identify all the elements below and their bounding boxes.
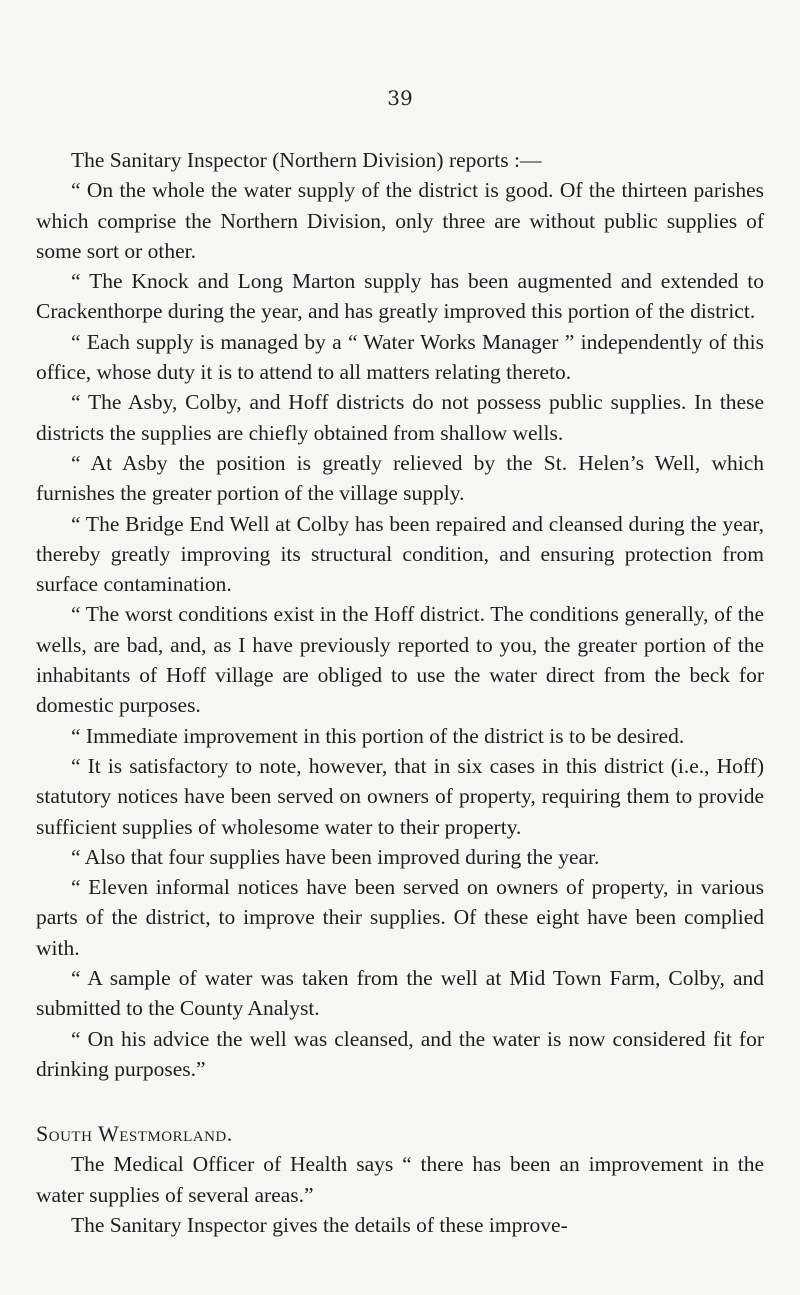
northern-intro: The Sanitary Inspector (Northern Division) reports :— [71,148,542,172]
paragraph: “ At Asby the position is greatly relieved by the St. Helen’s Well, which furnishes the greater portion of the village supply. [36,450,764,506]
paragraph: The Sanitary Inspector gives the details of these improve- [71,1212,568,1237]
section-heading-south-westmorland: South Westmorland. [36,1121,233,1147]
paragraph: The Medical Officer of Health says “ there has been an improvement in the water supplies of several areas.” [36,1152,764,1207]
paragraph: “ The worst conditions exist in the Hoff district. The conditions generally, of the wells, are bad, and, as I have previously reported to you, the greater portion of the inhabitants of Hoff village are obliged to use the water direct from the beck for domestic purposes. [36,602,764,718]
paragraph: “ On the whole the water supply of the district is good. Of the thirteen parishes which comprise the Northern Division, only three are without public supplies of some sort or other. [36,178,764,263]
paragraph: “ Eleven informal notices have been served on owners of property, in various parts of the district, to improve their supplies. Of these eight have been complied with. [36,875,764,960]
paragraph: “ The Knock and Long Marton supply has been augmented and extended to Crackenthorpe during the year, and has greatly improved this portion of the district. [36,269,764,324]
paragraph: “ It is satisfactory to note, however, that in six cases in this district (i.e., Hoff) statutory notices have been served on owners of property, requiring them to provide sufficient supplies of wholesome water to their property. [36,753,764,839]
report-body [36,145,764,1240]
paragraph: “ Immediate improvement in this portion of the district is to be desired. [71,723,685,748]
paragraph: “ A sample of water was taken from the well at Mid Town Farm, Colby, and submitted to the County Analyst. [36,966,764,1021]
paragraph: “ Each supply is managed by a “ Water Works Manager ” independently of this office, whose duty it is to attend to all matters relating thereto. [36,329,764,385]
paragraph: “ The Asby, Colby, and Hoff districts do not possess public supplies. In these districts the supplies are chiefly obtained from shallow wells. [36,390,764,445]
page-number: 39 [387,86,413,110]
paragraph: “ Also that four supplies have been improved during the year. [71,844,600,869]
paragraph: “ The Bridge End Well at Colby has been repaired and cleansed during the year, thereby greatly improving its structural condition, and ensuring protection from surface contamination. [36,511,764,597]
paragraph: “ On his advice the well was cleansed, and the water is now considered fit for drinking purposes.” [36,1026,764,1081]
